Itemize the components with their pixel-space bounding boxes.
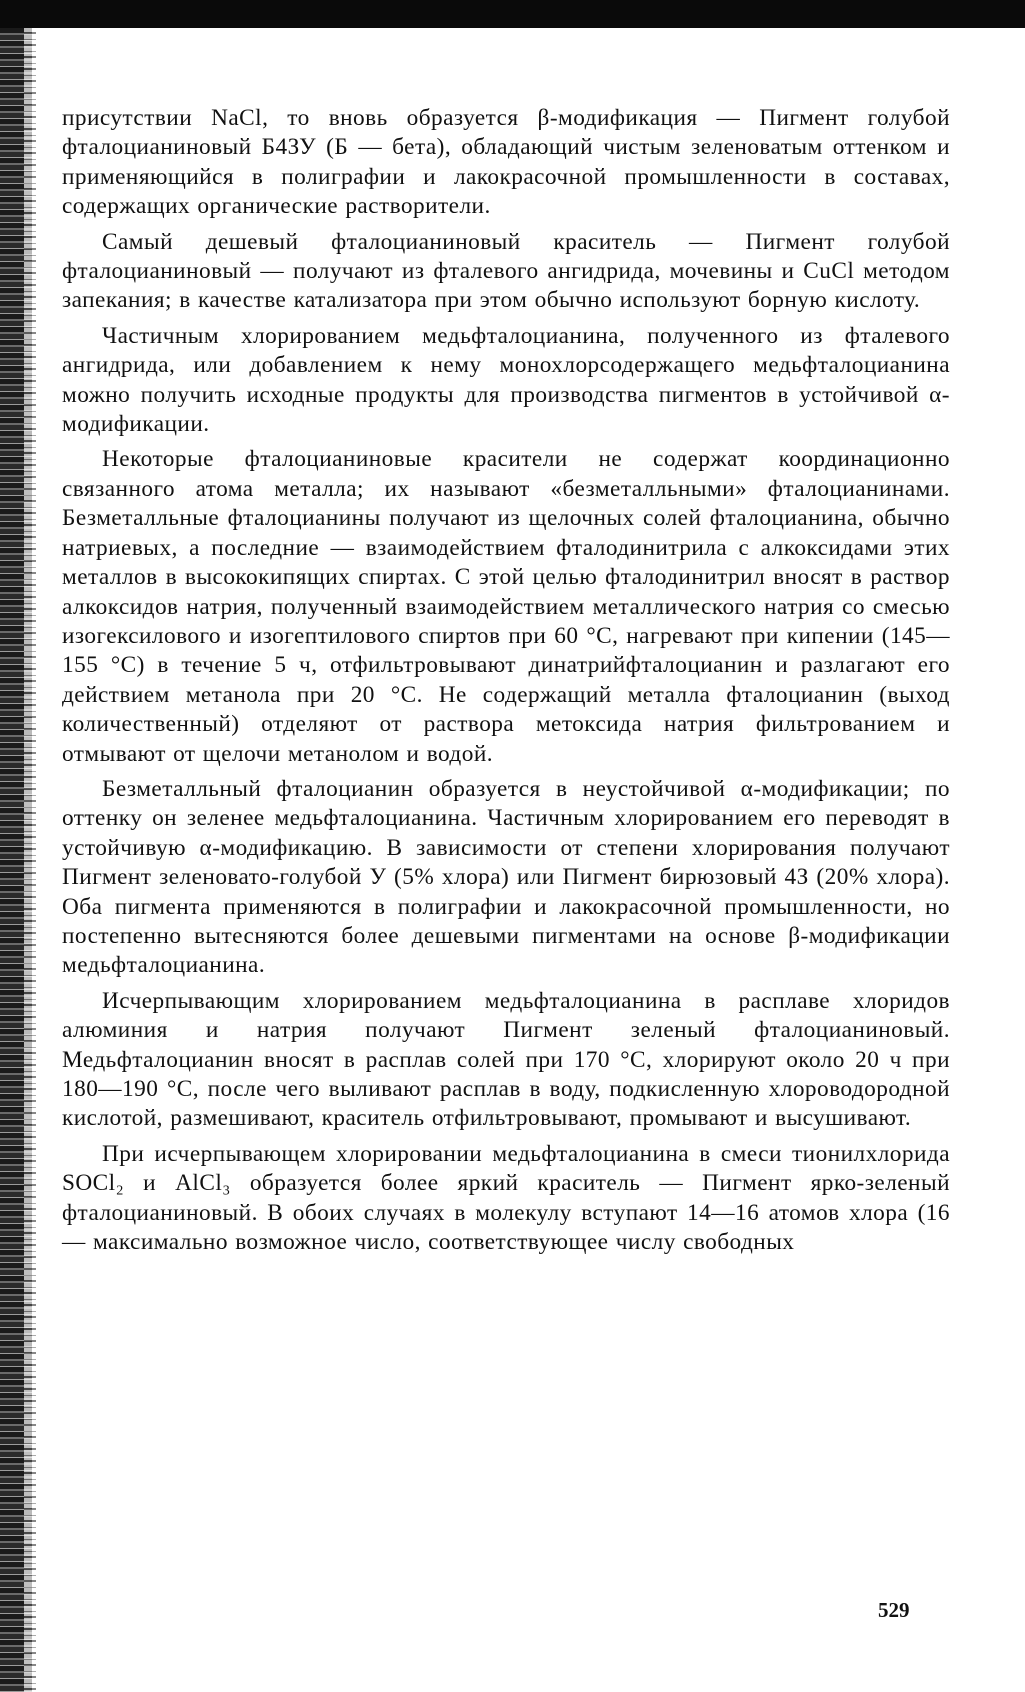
paragraph-partial-chlorination: Частичным хлорированием медьфталоцианина, полученного из фталевого ангидрида, или добавлением к нему монохлорсодержащего медьфталоцианина можно получить исходные продукты для производства пигментов в устойчивой α-модификации.	[62, 322, 950, 438]
paragraph-metal-free-alpha: Безметалльный фталоцианин образуется в неустойчивой α-модификации; по оттенку он зеленее медьфталоцианина. Частичным хлорированием его переводят в устойчивую α-модификацию. В зависимости от степени хлорирования получают Пигмент зеленовато-голубой У (5% хлора) или Пигмент бирюзовый 4З (20% хлора). Оба пигмента применяются в полиграфии и лакокрасочной промышленности, но постепенно вытесняются более дешевыми пигментами на основе β-модификации медьфталоцианина.	[62, 775, 950, 979]
paragraph-metal-free: Некоторые фталоцианиновые красители не содержат координационно связанного атома металла; их называют «безметалльными» фталоцианинами. Безметалльные фталоцианины получают из щелочных солей фталоцианина, обычно натриевых, а последние — взаимодействием фталодинитрила с алкоксидами этих металлов в высококипящих спиртах. С этой целью фталодинитрил вносят в раствор алкоксидов натрия, полученный взаимодействием металлического натрия со смесью изогексилового и изогептилового спиртов при 60 °С, нагревают при кипении (145—155 °С) в течение 5 ч, отфильтровывают динатрийфталоцианин и разлагают его действием метанола при 20 °С. Не содержащий металла фталоцианин (выход количественный) отделяют от раствора метоксида натрия фильтрованием и отмывают от щелочи метанолом и водой.	[62, 446, 950, 767]
page-number: 529	[878, 1598, 910, 1622]
paragraph-exhaustive-chlorination: Исчерпывающим хлорированием медьфталоцианина в расплаве хлоридов алюминия и натрия получают Пигмент зеленый фталоцианиновый. Медьфталоцианин вносят в расплав солей при 170 °С, хлорируют около 20 ч при 180—190 °С, после чего выливают расплав в воду, подкисленную хлороводородной кислотой, размешивают, краситель отфильтровывают, промывают и высушивают.	[62, 987, 950, 1132]
scan-top-border	[0, 0, 1025, 28]
paragraph-cheapest-dye: Самый дешевый фталоцианиновый краситель — Пигмент голубой фталоцианиновый — получают из фталевого ангидрида, мочевины и CuCl методом запекания; в качестве катализатора при этом обычно используют борную кислоту.	[62, 228, 950, 314]
scan-binding-edge	[0, 28, 32, 1692]
paragraph-thionyl-chloride: При исчерпывающем хлорировании медьфталоцианина в смеси тионилхлорида SOCl₂ и AlCl₃ образуется более яркий краситель — Пигмент ярко-зеленый фталоцианиновый. В обоих случаях в молекулу вступают 14—16 атомов хлора (16 — максимально возможное число, соответствующее числу свободных	[62, 1140, 950, 1256]
paragraph-continuation: присутствии NaCl, то вновь образуется β-модификация — Пигмент голубой фталоцианиновый Б4ЗУ (Б — бета), обладающий чистым зеленоватым оттенком и применяющийся в полиграфии и лакокрасочной промышленности в составах, содержащих органические растворители.	[62, 105, 950, 220]
page-body	[62, 104, 950, 1263]
